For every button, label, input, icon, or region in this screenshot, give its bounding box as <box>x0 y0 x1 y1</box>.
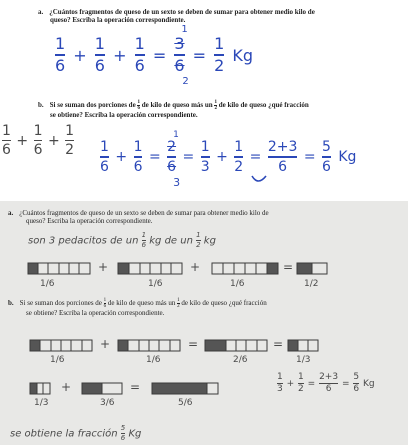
denominator: 2 <box>177 304 180 309</box>
denominator: 6 <box>133 159 143 175</box>
fraction <box>353 373 359 394</box>
numerator: 5 <box>120 424 126 432</box>
question-a-line2: queso? Escriba la operación correspondiente. <box>26 217 153 225</box>
unit-kg: Kg <box>232 45 254 65</box>
denominator: 2 <box>214 56 225 75</box>
inline-fraction <box>177 298 180 309</box>
denominator: 2 <box>298 384 304 394</box>
equals-sign: = <box>307 378 316 389</box>
fraction <box>298 373 304 394</box>
reduced-denominator: 2 <box>182 76 189 87</box>
plus-sign: + <box>286 378 295 389</box>
equals-sign: = <box>303 149 316 165</box>
plus-sign: + <box>73 45 87 65</box>
question-b-label: b. <box>8 299 14 308</box>
denominator: 6 <box>325 384 332 394</box>
equals-sign <box>283 260 293 274</box>
bar-label: 5/6 <box>178 398 193 408</box>
question-a-label: a. <box>38 8 44 16</box>
equals-sign: = <box>341 378 350 389</box>
plus-sign <box>98 260 108 274</box>
question-b-line2: se obtiene? Escriba la operación correspondiente. <box>26 309 165 317</box>
equals-sign: = <box>130 380 141 394</box>
op: + <box>98 260 109 274</box>
numerator: 1 <box>94 34 105 53</box>
denominator: 2 <box>214 106 217 111</box>
bar-label: 1/6 <box>148 279 163 289</box>
numerator: 1 <box>196 231 201 239</box>
equals-sign: = <box>182 149 195 165</box>
numerator: 1 <box>298 372 304 382</box>
numerator: 1 <box>55 34 66 53</box>
equals-sign: = <box>148 149 161 165</box>
bar-label: 3/6 <box>100 398 115 408</box>
denominator: 6 <box>167 159 177 175</box>
equals-sign: = <box>249 149 262 165</box>
denominator: 2 <box>196 241 201 249</box>
top-worksheet-panel <box>0 0 408 201</box>
numerator: 1 <box>65 123 75 139</box>
equals-sign: = <box>273 337 284 351</box>
numerator: 1 <box>177 298 180 303</box>
denominator: 6 <box>174 56 185 75</box>
reduced-denominator: 3 <box>173 176 181 189</box>
denominator: 6 <box>55 56 66 75</box>
numerator: 1 <box>200 139 210 155</box>
numerator: 1 <box>134 34 145 53</box>
question-b-pre: Si se suman dos porciones de <box>19 299 102 308</box>
sentence-pre: son 3 pedacitos de un <box>28 235 139 247</box>
unit-kg: Kg <box>338 149 357 165</box>
denominator: 6 <box>322 159 331 175</box>
bar-label: 1/6 <box>230 279 245 289</box>
fraction-bar-diagrams <box>0 201 408 445</box>
numerator: 1 <box>141 231 147 239</box>
denominator: 6 <box>120 434 126 442</box>
fraction <box>319 373 338 394</box>
question-b-line2: se obtiene? Escriba la operación correspondiente. <box>50 111 198 119</box>
numerator: 1 <box>33 123 43 139</box>
denominator: 6 <box>141 241 147 249</box>
bar-label: 1/3 <box>296 355 311 365</box>
answer-b-equation <box>277 373 376 394</box>
conclusion-text: se obtiene la fracción <box>10 428 118 440</box>
question-b-mid: de kilo de queso más un <box>107 299 176 308</box>
denominator: 6 <box>278 159 288 175</box>
plus-sign: + <box>113 45 127 65</box>
bar-label: 1/6 <box>50 355 65 365</box>
question-b-text <box>8 298 388 317</box>
numerator: 2+3 <box>267 139 298 155</box>
numerator: 1 <box>103 298 107 303</box>
denominator: 6 <box>353 384 360 394</box>
reduced-numerator: 1 <box>173 130 179 140</box>
denominator: 2 <box>234 159 244 175</box>
denominator: 6 <box>2 142 11 158</box>
denominator: 6 <box>137 106 140 111</box>
bar-label: 1/6 <box>146 355 161 365</box>
question-b-mid: de kilo de queso más un <box>141 101 213 110</box>
question-b-post: de kilo de queso ¿qué fracción <box>181 299 267 308</box>
denominator: 2 <box>65 142 75 158</box>
denominator: 3 <box>200 159 210 175</box>
bar-label: 1/2 <box>304 279 319 289</box>
question-b-post: de kilo de queso ¿qué fracción <box>218 101 309 110</box>
plus-sign: + <box>47 132 60 149</box>
question-a-line2: queso? Escriba la operación correspondiente. <box>50 16 186 24</box>
bar-label: 1/3 <box>34 398 49 408</box>
op: + <box>190 260 201 274</box>
unit-kg: kg <box>203 235 216 247</box>
bottom-worksheet-panel <box>0 201 408 445</box>
question-a-line1: ¿Cuántos fragmentos de queso de un sexto se deben de sumar para obtener medio kilo de <box>19 209 269 217</box>
numerator: 1 <box>234 139 244 155</box>
question-a-label: a. <box>8 209 14 217</box>
denominator: 6 <box>134 56 145 75</box>
plus-sign: + <box>61 380 72 394</box>
numerator: 1 <box>133 139 143 155</box>
numerator: 1 <box>277 372 283 382</box>
plus-sign: + <box>216 149 228 165</box>
numerator: 1 <box>100 139 109 155</box>
numerator: 2+3 <box>319 372 339 382</box>
inline-fraction <box>104 298 107 309</box>
conclusion-sentence <box>10 425 141 442</box>
unit-kg: Kg <box>128 428 142 440</box>
denominator: 6 <box>33 142 43 158</box>
numerator: 3 <box>174 34 185 53</box>
fraction <box>277 373 283 394</box>
check-mark-icon <box>0 0 408 201</box>
reduced-numerator: 1 <box>181 24 188 35</box>
numerator: 5 <box>322 139 331 155</box>
numerator: 1 <box>214 100 217 105</box>
sentence-post: kg de un <box>149 235 193 247</box>
unit-kg: Kg <box>362 378 375 389</box>
bar-label: 2/6 <box>233 355 248 365</box>
equals-sign: = <box>192 45 207 65</box>
question-b-label: b. <box>38 101 44 110</box>
plus-sign <box>190 260 200 274</box>
plus-sign: + <box>16 132 29 149</box>
fraction <box>121 425 125 442</box>
equals-sign: = <box>152 45 167 65</box>
op: = <box>283 260 294 274</box>
equals-sign: = <box>188 337 199 351</box>
numerator: 1 <box>214 34 225 53</box>
numerator: 1 <box>2 123 11 139</box>
question-a-line1: ¿Cuántos fragmentos de queso de un sexto se deben de sumar para obtener medio kilo de <box>49 8 315 16</box>
question-b-pre: Si se suman dos porciones de <box>49 101 136 110</box>
denominator: 6 <box>103 304 107 309</box>
denominator: 6 <box>94 56 105 75</box>
plus-sign: + <box>115 149 128 165</box>
numerator: 2 <box>167 139 177 155</box>
bar-label: 1/6 <box>40 279 55 289</box>
numerator: 5 <box>353 372 360 382</box>
denominator: 6 <box>100 159 109 175</box>
numerator: 1 <box>137 100 140 105</box>
denominator: 3 <box>277 384 283 394</box>
plus-sign: + <box>100 337 111 351</box>
